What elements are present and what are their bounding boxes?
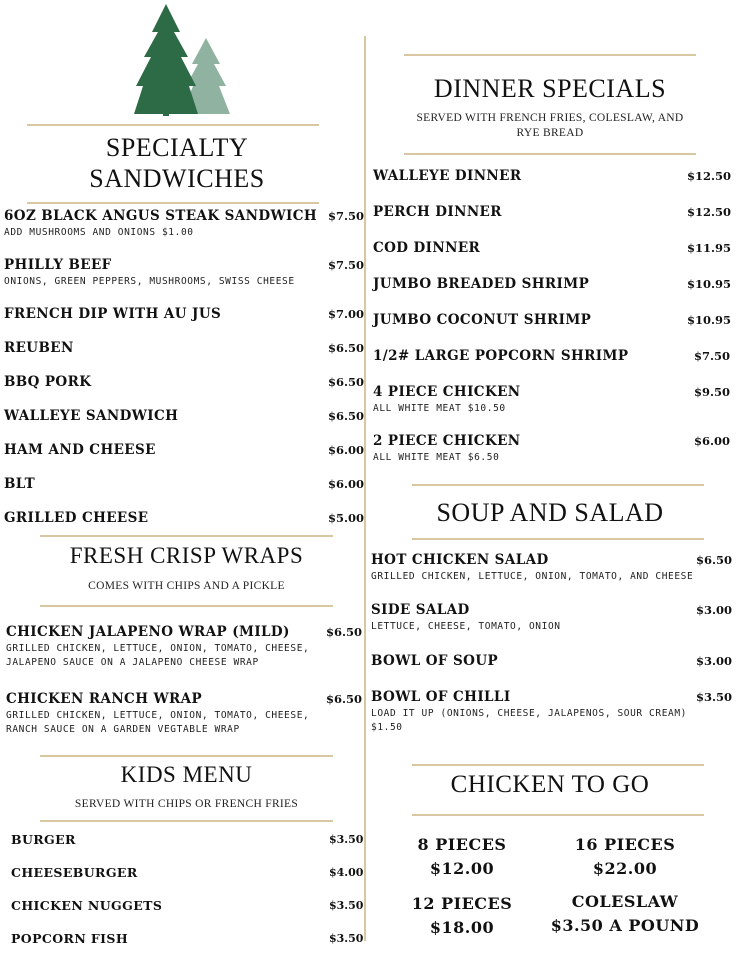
- menu-item: [4, 208, 365, 240]
- item-description: GRILLED CHICKEN, LETTUCE, ONION, TOMATO, AND CHEESE: [371, 571, 694, 582]
- item-name: HOT CHICKEN SALAD: [371, 552, 549, 568]
- item-price: $12.50: [687, 205, 732, 219]
- item-name: GRILLED CHEESE: [4, 510, 149, 526]
- menu-item: [371, 653, 498, 669]
- item-name: HAM AND CHEESE: [4, 442, 156, 458]
- section-rule: [404, 54, 696, 56]
- menu-item: [6, 691, 309, 737]
- menu-item: [373, 384, 521, 416]
- item-description: ALL WHITE MEAT $10.50: [373, 403, 506, 414]
- item-name: CHICKEN NUGGETS: [11, 898, 163, 913]
- item-name: BLT: [4, 476, 36, 492]
- item-description: GRILLED CHICKEN, LETTUCE, ONION, TOMATO, CHEESE,: [6, 643, 310, 654]
- section-rule: [412, 764, 704, 766]
- item-description: ONIONS, GREEN PEPPERS, MUSHROOMS, SWISS CHEESE: [4, 276, 295, 287]
- pine-trees-logo: [130, 2, 235, 118]
- togo-label: 16 PIECES: [574, 835, 676, 854]
- sandwiches-heading: [27, 132, 327, 194]
- item-price: $6.50: [326, 625, 363, 639]
- menu-item: [371, 602, 561, 634]
- item-price: $10.95: [687, 277, 732, 291]
- item-price: $12.50: [687, 169, 732, 183]
- menu-item: [6, 624, 309, 670]
- item-name: 6OZ BLACK ANGUS STEAK SANDWICH: [4, 208, 318, 224]
- sandwiches-title-line2: SANDWICHES: [89, 164, 265, 193]
- dinner-subtitle-line2: RYE BREAD: [516, 127, 584, 139]
- item-name: CHICKEN RANCH WRAP: [6, 691, 203, 707]
- sandwiches-title-line1: SPECIALTY: [105, 133, 249, 162]
- item-name: 2 PIECE CHICKEN: [373, 433, 521, 449]
- item-price: $9.50: [694, 385, 731, 399]
- item-description: JALAPENO SAUCE ON A JALAPENO CHEESE WRAP: [6, 657, 259, 668]
- item-price: $7.50: [328, 258, 365, 272]
- item-price: $4.00: [329, 866, 364, 879]
- menu-item: [11, 931, 128, 946]
- item-price: $11.95: [687, 241, 732, 255]
- item-name: CHEESEBURGER: [11, 865, 138, 880]
- item-price: $6.50: [328, 409, 365, 423]
- item-description: RANCH SAUCE ON A GARDEN VEGTABLE WRAP: [6, 724, 240, 735]
- menu-item: [373, 276, 589, 292]
- menu-item: [4, 442, 156, 458]
- menu-item: [373, 168, 521, 184]
- section-rule: [40, 535, 333, 537]
- item-name: 1/2# LARGE POPCORN SHRIMP: [373, 348, 629, 364]
- section-rule: [412, 484, 704, 486]
- item-price: $6.00: [328, 443, 365, 457]
- menu-item: [373, 204, 502, 220]
- wraps-subtitle: COMES WITH CHIPS AND A PICKLE: [88, 580, 285, 592]
- togo-item: [392, 833, 532, 881]
- section-rule: [40, 755, 333, 757]
- item-price: $3.50: [696, 690, 733, 704]
- item-name: FRENCH DIP WITH AU JUS: [4, 306, 222, 322]
- togo-price: $18.00: [429, 918, 495, 937]
- menu-item: [4, 408, 178, 424]
- item-name: PHILLY BEEF: [4, 257, 112, 273]
- dinner-subtitle: [390, 111, 710, 141]
- togo-label: COLESLAW: [571, 892, 679, 911]
- section-rule: [40, 605, 333, 607]
- menu-item: [4, 510, 148, 526]
- item-price: $6.50: [328, 341, 365, 355]
- item-name: JUMBO COCONUT SHRIMP: [373, 312, 592, 328]
- item-description: ALL WHITE MEAT $6.50: [373, 452, 500, 463]
- item-price: $5.00: [328, 511, 365, 525]
- menu-item: [373, 240, 480, 256]
- item-name: BBQ PORK: [4, 374, 92, 390]
- item-name: REUBEN: [4, 340, 74, 356]
- section-rule: [412, 538, 704, 540]
- togo-item: [545, 890, 705, 938]
- menu-item: [11, 832, 76, 847]
- menu-item: [4, 306, 221, 322]
- togo-label: 12 PIECES: [411, 894, 513, 913]
- togo-item: [545, 833, 705, 881]
- item-price: $7.50: [328, 209, 365, 223]
- item-price: $6.50: [696, 553, 733, 567]
- item-description: $1.50: [371, 722, 403, 733]
- item-price: $3.50: [329, 932, 364, 945]
- item-name: WALLEYE SANDWICH: [4, 408, 179, 424]
- menu-item: [371, 552, 693, 584]
- togo-price: $3.50 A POUND: [550, 916, 700, 935]
- togo-price: $22.00: [592, 859, 658, 878]
- soup-heading: SOUP AND SALAD: [436, 498, 664, 527]
- menu-item: [4, 257, 365, 289]
- togo-price: $12.00: [429, 859, 495, 878]
- item-name: POPCORN FISH: [11, 931, 129, 946]
- item-price: $10.95: [687, 313, 732, 327]
- kids-subtitle: SERVED WITH CHIPS OR FRENCH FRIES: [74, 798, 299, 810]
- menu-item: [11, 898, 162, 913]
- dinner-heading: DINNER SPECIALS: [433, 74, 667, 103]
- menu-item: [373, 433, 521, 465]
- wraps-heading: FRESH CRISP WRAPS: [69, 543, 304, 568]
- item-price: $7.50: [694, 349, 731, 363]
- section-rule: [404, 153, 696, 155]
- menu-item: [11, 865, 138, 880]
- item-price: $3.00: [696, 654, 733, 668]
- item-price: $6.00: [694, 434, 731, 448]
- item-name: 4 PIECE CHICKEN: [373, 384, 521, 400]
- item-description: LETTUCE, CHEESE, TOMATO, ONION: [371, 621, 561, 632]
- menu-item: [4, 374, 91, 390]
- item-price: $6.50: [326, 692, 363, 706]
- item-name: BOWL OF SOUP: [371, 653, 499, 669]
- menu-item: [371, 689, 687, 735]
- item-name: COD DINNER: [373, 240, 481, 256]
- item-name: BOWL OF CHILLI: [371, 689, 511, 705]
- item-price: $3.50: [329, 899, 364, 912]
- item-price: $6.50: [328, 375, 365, 389]
- menu-item: [373, 312, 591, 328]
- item-description: LOAD IT UP (ONIONS, CHEESE, JALAPENOS, SOUR CREAM): [371, 708, 687, 719]
- kids-heading: KIDS MENU: [120, 762, 253, 787]
- item-description: ADD MUSHROOMS AND ONIONS $1.00: [4, 227, 194, 238]
- menu-item: [4, 476, 35, 492]
- column-divider: [364, 36, 366, 941]
- item-price: $7.00: [328, 307, 365, 321]
- menu-item: [373, 348, 628, 364]
- item-price: $6.00: [328, 477, 365, 491]
- section-rule: [412, 814, 704, 816]
- item-description: GRILLED CHICKEN, LETTUCE, ONION, TOMATO, CHEESE,: [6, 710, 310, 721]
- item-name: SIDE SALAD: [371, 602, 470, 618]
- item-name: PERCH DINNER: [373, 204, 502, 220]
- section-rule: [27, 124, 319, 126]
- togo-item: [392, 892, 532, 940]
- item-name: BURGER: [11, 832, 76, 847]
- menu-item: [4, 340, 74, 356]
- togo-heading: CHICKEN TO GO: [450, 771, 650, 798]
- item-name: JUMBO BREADED SHRIMP: [373, 276, 590, 292]
- item-name: WALLEYE DINNER: [373, 168, 522, 184]
- item-price: $3.50: [329, 833, 364, 846]
- section-rule: [40, 820, 333, 822]
- item-price: $3.00: [696, 603, 733, 617]
- togo-label: 8 PIECES: [417, 835, 507, 854]
- item-name: CHICKEN JALAPENO WRAP (MILD): [6, 624, 290, 640]
- section-rule: [27, 202, 319, 204]
- dinner-subtitle-line1: SERVED WITH FRENCH FRIES, COLESLAW, AND: [416, 112, 684, 124]
